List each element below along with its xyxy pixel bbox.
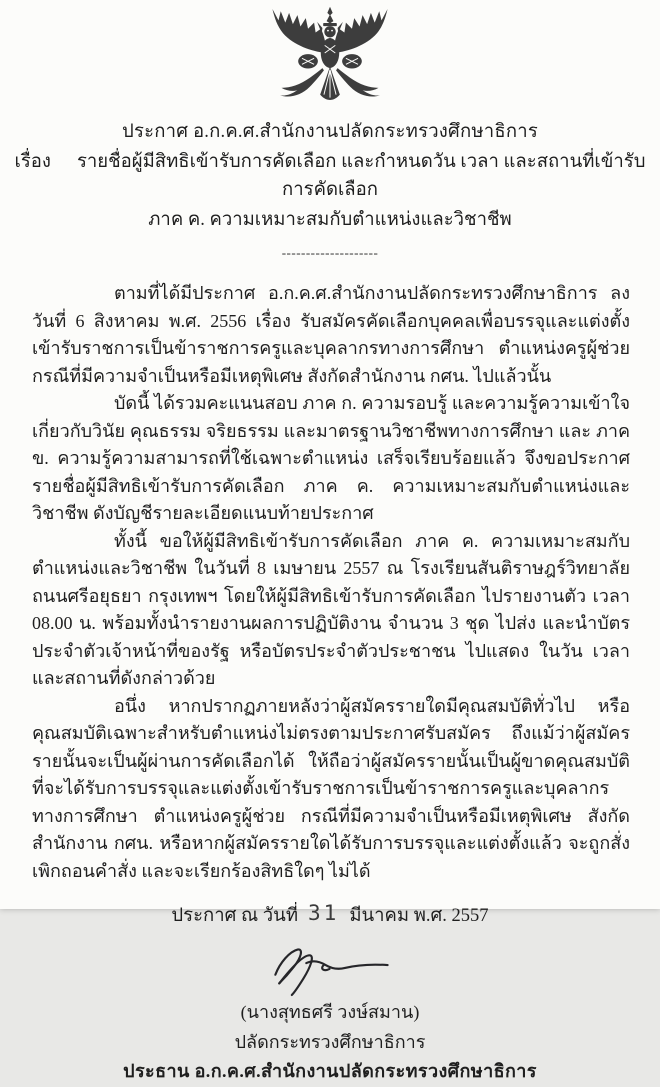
- emblem-container: [0, 0, 660, 106]
- signature-container: [0, 936, 660, 998]
- date-suffix: มีนาคม พ.ศ. 2557: [349, 906, 489, 926]
- subject-row: [0, 148, 660, 204]
- signoff-block: [0, 998, 660, 1087]
- paragraph-1: ตามที่ได้มีประกาศ อ.ก.ค.ศ.สำนักงานปลัดกระทรวงศึกษาธิการ ลงวันที่ 6 สิงหาคม พ.ศ. 2556 เรื่อง รับสมัครคัดเลือกบุคคลเพื่อบรรจุและแต่งตั้งเข้ารับราชการเป็นข้าราชการครูและบุคลากรทางการศึกษา ตำแหน่งครูผู้ช่วย กรณีที่มีความจำเป็นหรือมีเหตุพิเศษ สังกัดสำนักงาน กศน. ไปแล้วนั้น: [32, 283, 630, 386]
- signer-title: ปลัดกระทรวงศึกษาธิการ: [234, 1031, 426, 1052]
- separator-dashes: --------------------: [281, 245, 379, 260]
- paragraph-2: บัดนี้ ได้รวมคะแนนสอบ ภาค ก. ความรอบรู้ และความรู้ความเข้าใจเกี่ยวกับวินัย คุณธรรม จริยธรรม และมาตรฐานวิชาชีพทางการศึกษา และ ภาค ข. ความรู้ความสามารถที่ใช้เฉพาะตำแหน่ง เสร็จเรียบร้อยแล้ว จึงขอประกาศรายชื่อผู้มีสิทธิเข้ารับการคัดเลือก ภาค ค. ความเหมาะสมกับตำแหน่งและวิชาชีพ ดังบัญชีรายละเอียดแนบท้ายประกาศ: [32, 393, 630, 523]
- date-line: [0, 901, 660, 930]
- signer-name: (นางสุทธศรี วงษ์สมาน): [240, 1002, 420, 1022]
- announcement-title: ประกาศ อ.ก.ค.ศ.สำนักงานปลัดกระทรวงศึกษาธิการ: [122, 122, 538, 142]
- title-block: [0, 118, 660, 267]
- paragraph-3: ทั้งนี้ ขอให้ผู้มีสิทธิเข้ารับการคัดเลือก ภาค ค. ความเหมาะสมกับตำแหน่งและวิชาชีพ ในวันที่ 8 เมษายน 2557 ณ โรงเรียนสันติราษฎร์วิทยาลัย ถนนศรีอยุธยา กรุงเทพฯ โดยให้ผู้มีสิทธิเข้ารับการคัดเลือก ไปรายงานตัว เวลา 08.00 น. พร้อมทั้งนำรายงานผลการปฏิบัติงาน จำนวน 3 ชุด ไปส่ง และนำบัตรประจำตัวเจ้าหน้าที่ของรัฐ หรือบัตรประจำตัวประชาชน ไปแสดง ในวัน เวลา และสถานที่ดังกล่าวด้วย: [32, 530, 630, 688]
- date-prefix: ประกาศ ณ วันที่: [171, 906, 299, 926]
- subject-text: รายชื่อผู้มีสิทธิเข้ารับการคัดเลือก และกำหนดวัน เวลา และสถานที่เข้ารับการคัดเลือก: [76, 152, 646, 200]
- section-line: ภาค ค. ความเหมาะสมกับตำแหน่งและวิชาชีพ: [148, 210, 512, 230]
- handwritten-signature-icon: [248, 936, 413, 996]
- date-day-stamp: 31: [308, 901, 340, 925]
- garuda-emblem: [241, 6, 419, 106]
- subject-label: เรื่อง: [14, 152, 51, 172]
- signer-role: ประธาน อ.ก.ค.ศ.สำนักงานปลัดกระทรวงศึกษาธิการ: [123, 1061, 537, 1081]
- paragraph-4: อนึ่ง หากปรากฏภายหลังว่าผู้สมัครรายใดมีคุณสมบัติทั่วไป หรือคุณสมบัติเฉพาะสำหรับตำแหน่งไม่ตรงตามประกาศรับสมัคร ถึงแม้ว่าผู้สมัครรายนั้นจะเป็นผู้ผ่านการคัดเลือกได้ ให้ถือว่าผู้สมัครรายนั้นเป็นผู้ขาดคุณสมบัติที่จะได้รับการบรรจุและแต่งตั้งเข้ารับราชการเป็นข้าราชการครูและบุคลากรทางการศึกษา ตำแหน่งครูผู้ช่วย กรณีที่มีความจำเป็นหรือมีเหตุพิเศษ สังกัดสำนักงาน กศน. หรือหากผู้สมัครรายใดได้รับการบรรจุและแต่งตั้งแล้ว จะถูกสั่งเพิกถอนคำสั่ง และจะเรียกร้องสิทธิใดๆ ไม่ได้: [32, 695, 630, 881]
- body-text: [32, 280, 630, 885]
